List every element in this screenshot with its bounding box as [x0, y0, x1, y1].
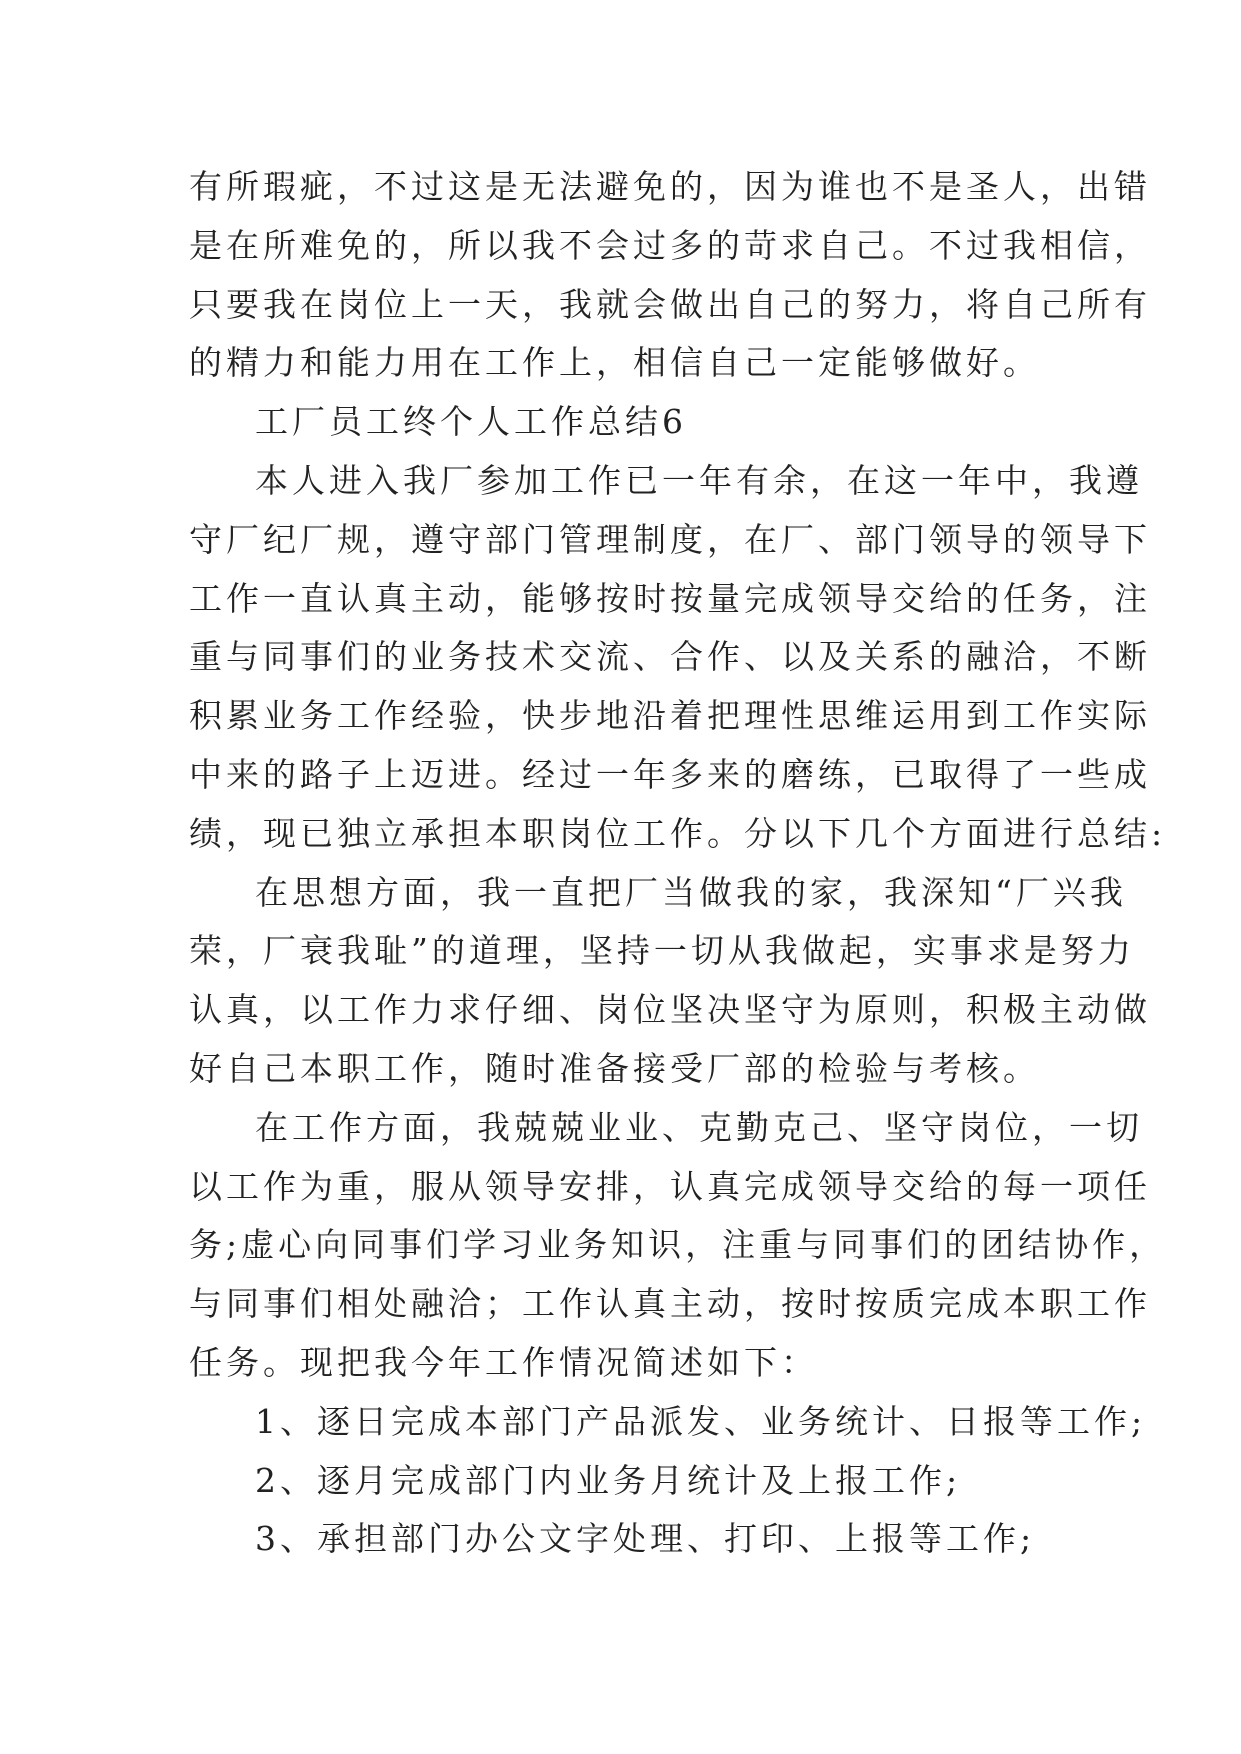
text-line: 1、逐日完成本部门产品派发、业务统计、日报等工作;: [255, 1401, 1147, 1441]
text-line: 务;虚心向同事们学习业务知识，注重与同事们的团结协作，: [189, 1225, 1167, 1265]
text-line: 在工作方面，我兢兢业业、克勤克己、坚守岗位，一切: [255, 1107, 1143, 1147]
text-line: 工厂员工终个人工作总结6: [255, 402, 687, 442]
text-line: 本人进入我厂参加工作已一年有余，在这一年中，我遵: [255, 460, 1143, 500]
text-line: 工作一直认真主动，能够按时按量完成领导交给的任务，注: [189, 578, 1151, 618]
text-line: 任务。现把我今年工作情况简述如下：: [189, 1342, 818, 1382]
text-line: 以工作为重，服从领导安排，认真完成领导交给的每一项任: [189, 1166, 1151, 1206]
text-line: 在思想方面，我一直把厂当做我的家，我深知“厂兴我: [255, 872, 1127, 912]
text-line: 重与同事们的业务技术交流、合作、以及关系的融洽，不断: [189, 637, 1151, 677]
text-line: 积累业务工作经验，快步地沿着把理性思维运用到工作实际: [189, 696, 1151, 736]
text-line: 是在所难免的，所以我不会过多的苛求自己。不过我相信，: [189, 225, 1151, 265]
text-line: 绩，现已独立承担本职岗位工作。分以下几个方面进行总结:: [189, 813, 1167, 853]
text-line: 认真，以工作力求仔细、岗位坚决坚守为原则，积极主动做: [189, 990, 1151, 1030]
text-line: 荣，厂衰我耻”的道理，坚持一切从我做起，实事求是努力: [189, 931, 1135, 971]
text-line: 只要我在岗位上一天，我就会做出自己的努力，将自己所有: [189, 284, 1151, 324]
text-line: 与同事们相处融洽；工作认真主动，按时按质完成本职工作: [189, 1284, 1151, 1324]
text-line: 有所瑕疵，不过这是无法避免的，因为谁也不是圣人，出错: [189, 167, 1151, 206]
text-line: 2、逐月完成部门内业务月统计及上报工作;: [255, 1460, 962, 1500]
text-line: 的精力和能力用在工作上，相信自己一定能够做好。: [189, 343, 1040, 383]
text-line: 中来的路子上迈进。经过一年多来的磨练，已取得了一些成: [189, 754, 1151, 794]
text-line: 守厂纪厂规，遵守部门管理制度，在厂、部门领导的领导下: [189, 519, 1151, 559]
text-line: 3、承担部门办公文字处理、打印、上报等工作;: [255, 1519, 1036, 1559]
text-line: 好自己本职工作，随时准备接受厂部的检验与考核。: [189, 1048, 1040, 1088]
document-body: [189, 158, 1167, 1569]
